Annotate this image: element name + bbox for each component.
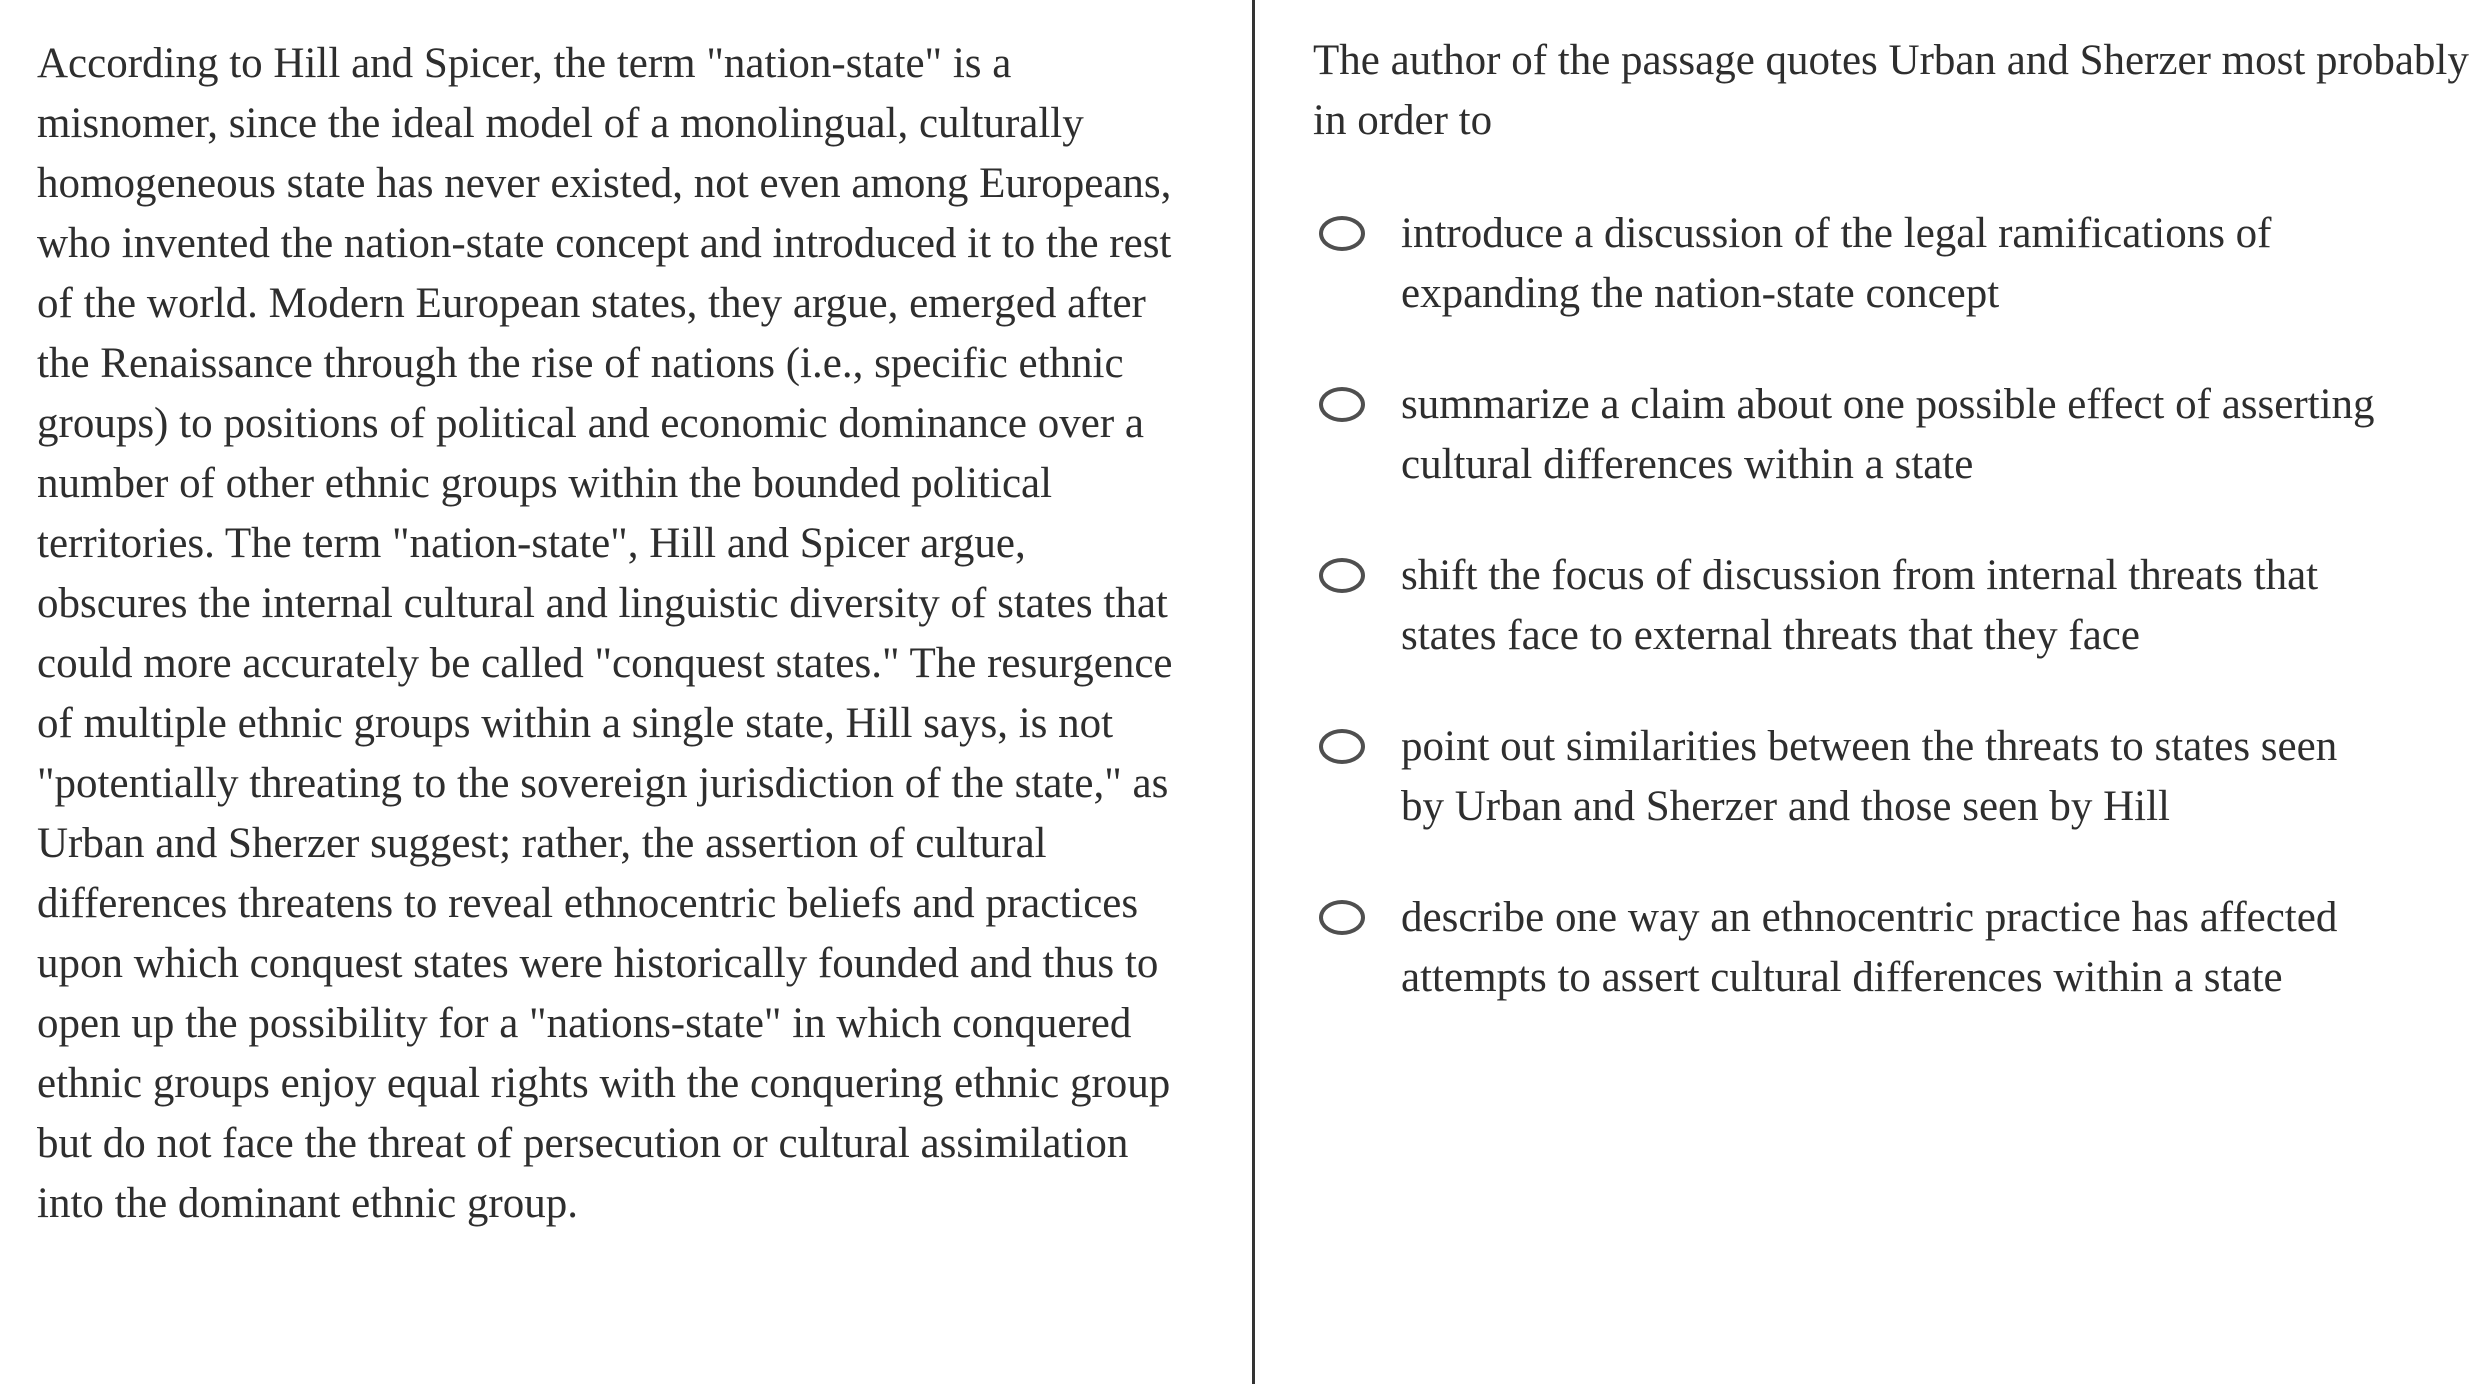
answer-option-e[interactable] xyxy=(1313,888,2487,1008)
passage-line: "potentially threating to the sovereign jurisdiction of the state," as xyxy=(37,760,1169,807)
answer-option-b[interactable] xyxy=(1313,375,2487,495)
passage-line: Urban and Sherzer suggest; rather, the assertion of cultural xyxy=(37,820,1047,867)
passage-line: ethnic groups enjoy equal rights with the conquering ethnic group xyxy=(37,1060,1171,1107)
answer-option-c[interactable] xyxy=(1313,546,2487,666)
option-text-line: summarize a claim about one possible effect of asserting xyxy=(1401,381,2375,428)
passage-line: of the world. Modern European states, they argue, emerged after xyxy=(37,280,1146,327)
passage-line: obscures the internal cultural and linguistic diversity of states that xyxy=(37,580,1168,627)
option-text-line: expanding the nation-state concept xyxy=(1401,270,2000,317)
panel-divider xyxy=(1252,0,1255,1384)
passage-line: According to Hill and Spicer, the term "nation-state" is a xyxy=(37,40,1012,87)
option-text xyxy=(1401,204,2272,324)
radio-button-d[interactable] xyxy=(1319,729,1365,764)
passage-line: open up the possibility for a "nations-state" in which conquered xyxy=(37,1000,1132,1047)
option-text-line: states face to external threats that they face xyxy=(1401,612,2140,659)
radio-button-c[interactable] xyxy=(1319,558,1365,593)
passage-line: could more accurately be called "conquest states." The resurgence xyxy=(37,640,1173,687)
option-text-line: attempts to assert cultural differences within a state xyxy=(1401,954,2283,1001)
option-text xyxy=(1401,375,2375,495)
passage-line: the Renaissance through the rise of nations (i.e., specific ethnic xyxy=(37,340,1124,387)
passage-line: upon which conquest states were historically founded and thus to xyxy=(37,940,1159,987)
passage-line: number of other ethnic groups within the bounded political xyxy=(37,460,1053,507)
question-prompt-line: The author of the passage quotes Urban and Sherzer most probably xyxy=(1313,37,2469,84)
passage-line: groups) to positions of political and economic dominance over a xyxy=(37,400,1144,447)
option-text xyxy=(1401,888,2337,1008)
radio-button-e[interactable] xyxy=(1319,900,1365,935)
passage-line: who invented the nation-state concept and introduced it to the rest xyxy=(37,220,1172,267)
option-text-line: introduce a discussion of the legal ramifications of xyxy=(1401,210,2272,257)
option-text-line: cultural differences within a state xyxy=(1401,441,1974,488)
passage-line: homogeneous state has never existed, not even among Europeans, xyxy=(37,160,1172,207)
passage-line: territories. The term "nation-state", Hill and Spicer argue, xyxy=(37,520,1026,567)
option-text xyxy=(1401,546,2318,666)
option-text-line: point out similarities between the threats to states seen xyxy=(1401,723,2338,770)
options-list xyxy=(1313,204,2487,1008)
option-text-line: describe one way an ethnocentric practice has affected xyxy=(1401,894,2338,941)
option-text xyxy=(1401,717,2337,837)
question-prompt-line: in order to xyxy=(1313,97,1493,144)
radio-button-a[interactable] xyxy=(1319,216,1365,251)
passage-line: of multiple ethnic groups within a single state, Hill says, is not xyxy=(37,700,1114,747)
answer-option-a[interactable] xyxy=(1313,204,2487,324)
passage-line: differences threatens to reveal ethnocentric beliefs and practices xyxy=(37,880,1139,927)
passage-line: into the dominant ethnic group. xyxy=(37,1180,578,1227)
option-text-line: shift the focus of discussion from internal threats that xyxy=(1401,552,2319,599)
question-panel xyxy=(1313,31,2487,1059)
radio-button-b[interactable] xyxy=(1319,387,1365,422)
question-prompt xyxy=(1313,31,2487,151)
option-text-line: by Urban and Sherzer and those seen by Hill xyxy=(1401,783,2171,830)
answer-option-d[interactable] xyxy=(1313,717,2487,837)
passage-line: misnomer, since the ideal model of a monolingual, culturally xyxy=(37,100,1084,147)
passage-panel xyxy=(37,34,1217,1234)
passage-line: but do not face the threat of persecution or cultural assimilation xyxy=(37,1120,1129,1167)
